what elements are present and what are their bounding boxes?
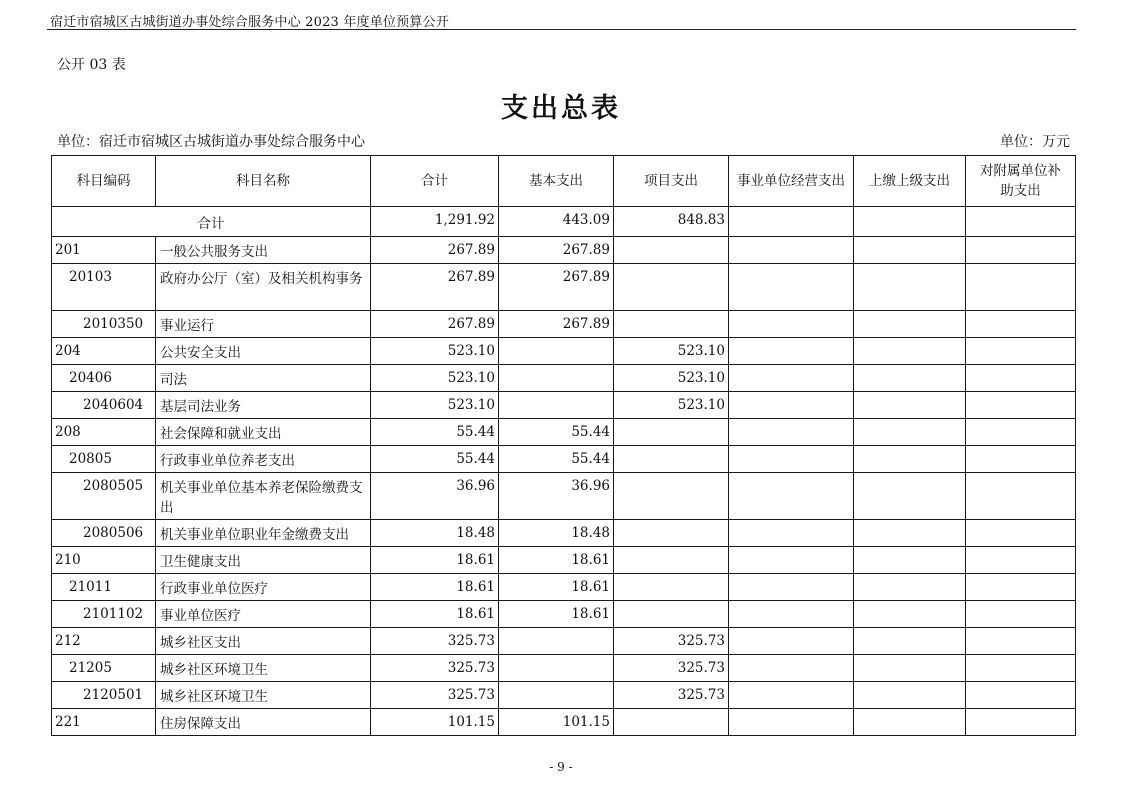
business-expenditure — [729, 419, 854, 446]
business-expenditure — [729, 709, 854, 736]
project-expenditure — [614, 709, 729, 736]
subject-code: 21205 — [52, 655, 156, 682]
remit-upper-expenditure — [854, 574, 966, 601]
total-amount: 325.73 — [371, 682, 499, 709]
remit-upper-expenditure — [854, 473, 966, 520]
subject-name: 司法 — [156, 365, 371, 392]
total-amount: 267.89 — [371, 237, 499, 264]
subsidiary-subsidy — [966, 682, 1076, 709]
table-row — [52, 547, 1076, 574]
basic-expenditure: 18.61 — [499, 574, 614, 601]
subject-name: 事业单位医疗 — [156, 601, 371, 628]
subject-name: 社会保障和就业支出 — [156, 419, 371, 446]
basic-expenditure: 18.48 — [499, 520, 614, 547]
business-expenditure — [729, 338, 854, 365]
business-expenditure — [729, 392, 854, 419]
basic-expenditure: 267.89 — [499, 237, 614, 264]
subsidiary-subsidy — [966, 419, 1076, 446]
table-row — [52, 520, 1076, 547]
subject-code: 21011 — [52, 574, 156, 601]
remit-upper-expenditure — [854, 419, 966, 446]
table-code: 公开 03 表 — [57, 57, 126, 73]
project-expenditure: 523.10 — [614, 338, 729, 365]
total-row — [52, 207, 1076, 237]
expenditure-table — [51, 155, 1076, 736]
remit-upper-expenditure — [854, 709, 966, 736]
subject-name: 机关事业单位职业年金缴费支出 — [156, 520, 371, 547]
basic-expenditure — [499, 655, 614, 682]
subject-name: 城乡社区支出 — [156, 628, 371, 655]
subject-code: 210 — [52, 547, 156, 574]
subsidiary-subsidy — [966, 547, 1076, 574]
subsidiary-subsidy — [966, 709, 1076, 736]
basic-expenditure — [499, 628, 614, 655]
table-row — [52, 655, 1076, 682]
subject-code: 221 — [52, 709, 156, 736]
total-amount: 18.61 — [371, 574, 499, 601]
total-amount: 18.61 — [371, 601, 499, 628]
column-header: 事业单位经营支出 — [729, 156, 854, 207]
subject-name: 城乡社区环境卫生 — [156, 655, 371, 682]
remit-upper-expenditure — [854, 655, 966, 682]
remit-upper-expenditure — [854, 682, 966, 709]
unit-organization: 单位：宿迁市宿城区古城街道办事处综合服务中心 — [57, 134, 365, 150]
basic-expenditure — [499, 682, 614, 709]
subject-name: 基层司法业务 — [156, 392, 371, 419]
project-expenditure — [614, 264, 729, 311]
subsidiary-subsidy — [966, 237, 1076, 264]
subsidiary-subsidy — [966, 392, 1076, 419]
total-amount: 101.15 — [371, 709, 499, 736]
table-row — [52, 264, 1076, 311]
table-row — [52, 473, 1076, 520]
business-expenditure — [729, 311, 854, 338]
table-row — [52, 446, 1076, 473]
column-header: 科目名称 — [156, 156, 371, 207]
project-expenditure: 325.73 — [614, 682, 729, 709]
total-amount: 325.73 — [371, 655, 499, 682]
column-header: 对附属单位补助支出 — [966, 156, 1076, 207]
subject-name: 行政事业单位养老支出 — [156, 446, 371, 473]
project-expenditure — [614, 237, 729, 264]
total-amount: 18.61 — [371, 547, 499, 574]
business-expenditure — [729, 365, 854, 392]
remit-upper-expenditure — [854, 264, 966, 311]
subject-name: 政府办公厅（室）及相关机构事务 — [156, 264, 371, 311]
header-divider — [47, 29, 1076, 30]
table-header-row — [52, 156, 1076, 207]
subject-code: 2101102 — [52, 601, 156, 628]
project-expenditure — [614, 419, 729, 446]
business-expenditure — [729, 473, 854, 520]
table-row — [52, 574, 1076, 601]
table-row — [52, 365, 1076, 392]
subsidiary-subsidy — [966, 365, 1076, 392]
basic-expenditure: 101.15 — [499, 709, 614, 736]
subject-code: 2040604 — [52, 392, 156, 419]
table-row — [52, 682, 1076, 709]
subject-code: 204 — [52, 338, 156, 365]
business-expenditure — [729, 574, 854, 601]
subsidiary-subsidy — [966, 473, 1076, 520]
subject-name: 事业运行 — [156, 311, 371, 338]
basic-expenditure — [499, 365, 614, 392]
project-expenditure: 523.10 — [614, 365, 729, 392]
table-row — [52, 601, 1076, 628]
subject-code: 20103 — [52, 264, 156, 311]
business-expenditure — [729, 655, 854, 682]
basic-expenditure: 36.96 — [499, 473, 614, 520]
unit-currency: 单位：万元 — [1000, 134, 1070, 150]
subject-name: 住房保障支出 — [156, 709, 371, 736]
page-number: - 9 - — [549, 760, 573, 774]
project-expenditure — [614, 473, 729, 520]
project-expenditure — [614, 574, 729, 601]
project-expenditure — [614, 446, 729, 473]
basic-expenditure: 18.61 — [499, 547, 614, 574]
column-header: 合计 — [371, 156, 499, 207]
total-basic: 443.09 — [499, 207, 614, 237]
table-row — [52, 628, 1076, 655]
basic-expenditure — [499, 392, 614, 419]
column-header: 科目编码 — [52, 156, 156, 207]
project-expenditure — [614, 311, 729, 338]
total-project: 848.83 — [614, 207, 729, 237]
project-expenditure: 325.73 — [614, 655, 729, 682]
subject-code: 212 — [52, 628, 156, 655]
column-header: 基本支出 — [499, 156, 614, 207]
table-row — [52, 338, 1076, 365]
table-row — [52, 419, 1076, 446]
basic-expenditure: 267.89 — [499, 311, 614, 338]
total-amount: 325.73 — [371, 628, 499, 655]
remit-upper-expenditure — [854, 392, 966, 419]
basic-expenditure — [499, 338, 614, 365]
business-expenditure — [729, 628, 854, 655]
remit-upper-expenditure — [854, 628, 966, 655]
subject-code: 2010350 — [52, 311, 156, 338]
subsidiary-subsidy — [966, 264, 1076, 311]
business-expenditure — [729, 264, 854, 311]
subject-name: 一般公共服务支出 — [156, 237, 371, 264]
total-amount: 267.89 — [371, 311, 499, 338]
subject-code: 208 — [52, 419, 156, 446]
remit-upper-expenditure — [854, 365, 966, 392]
subsidiary-subsidy — [966, 311, 1076, 338]
basic-expenditure: 18.61 — [499, 601, 614, 628]
subject-code: 2080505 — [52, 473, 156, 520]
subject-name: 公共安全支出 — [156, 338, 371, 365]
table-row — [52, 311, 1076, 338]
table-row — [52, 392, 1076, 419]
subsidiary-subsidy — [966, 446, 1076, 473]
subject-name: 行政事业单位医疗 — [156, 574, 371, 601]
basic-expenditure: 55.44 — [499, 446, 614, 473]
total-amount: 18.48 — [371, 520, 499, 547]
subject-code: 20805 — [52, 446, 156, 473]
business-expenditure — [729, 682, 854, 709]
total-amount: 55.44 — [371, 446, 499, 473]
subject-code: 201 — [52, 237, 156, 264]
column-header: 项目支出 — [614, 156, 729, 207]
subsidiary-subsidy — [966, 574, 1076, 601]
remit-upper-expenditure — [854, 237, 966, 264]
document-header: 宿迁市宿城区古城街道办事处综合服务中心 2023 年度单位预算公开 — [50, 15, 449, 30]
subject-name: 机关事业单位基本养老保险缴费支出 — [156, 473, 371, 520]
total-amount: 523.10 — [371, 338, 499, 365]
subsidiary-subsidy — [966, 628, 1076, 655]
total-amount: 523.10 — [371, 365, 499, 392]
business-expenditure — [729, 601, 854, 628]
remit-upper-expenditure — [854, 311, 966, 338]
total-label: 合计 — [52, 207, 371, 237]
total-amount: 267.89 — [371, 264, 499, 311]
subsidiary-subsidy — [966, 655, 1076, 682]
table-row — [52, 709, 1076, 736]
subject-code: 20406 — [52, 365, 156, 392]
subject-code: 2120501 — [52, 682, 156, 709]
column-header: 上缴上级支出 — [854, 156, 966, 207]
subject-name: 卫生健康支出 — [156, 547, 371, 574]
subject-name: 城乡社区环境卫生 — [156, 682, 371, 709]
total-amount: 1,291.92 — [371, 207, 499, 237]
total-amount: 36.96 — [371, 473, 499, 520]
remit-upper-expenditure — [854, 520, 966, 547]
subsidiary-subsidy — [966, 520, 1076, 547]
subsidiary-subsidy — [966, 601, 1076, 628]
business-expenditure — [729, 446, 854, 473]
basic-expenditure: 55.44 — [499, 419, 614, 446]
project-expenditure: 523.10 — [614, 392, 729, 419]
project-expenditure — [614, 547, 729, 574]
subsidiary-subsidy — [966, 338, 1076, 365]
project-expenditure — [614, 601, 729, 628]
business-expenditure — [729, 547, 854, 574]
project-expenditure: 325.73 — [614, 628, 729, 655]
remit-upper-expenditure — [854, 338, 966, 365]
remit-upper-expenditure — [854, 446, 966, 473]
page-title: 支出总表 — [501, 93, 621, 124]
table-row — [52, 237, 1076, 264]
basic-expenditure: 267.89 — [499, 264, 614, 311]
business-expenditure — [729, 520, 854, 547]
total-amount: 523.10 — [371, 392, 499, 419]
business-expenditure — [729, 237, 854, 264]
project-expenditure — [614, 520, 729, 547]
remit-upper-expenditure — [854, 601, 966, 628]
remit-upper-expenditure — [854, 547, 966, 574]
total-amount: 55.44 — [371, 419, 499, 446]
subject-code: 2080506 — [52, 520, 156, 547]
